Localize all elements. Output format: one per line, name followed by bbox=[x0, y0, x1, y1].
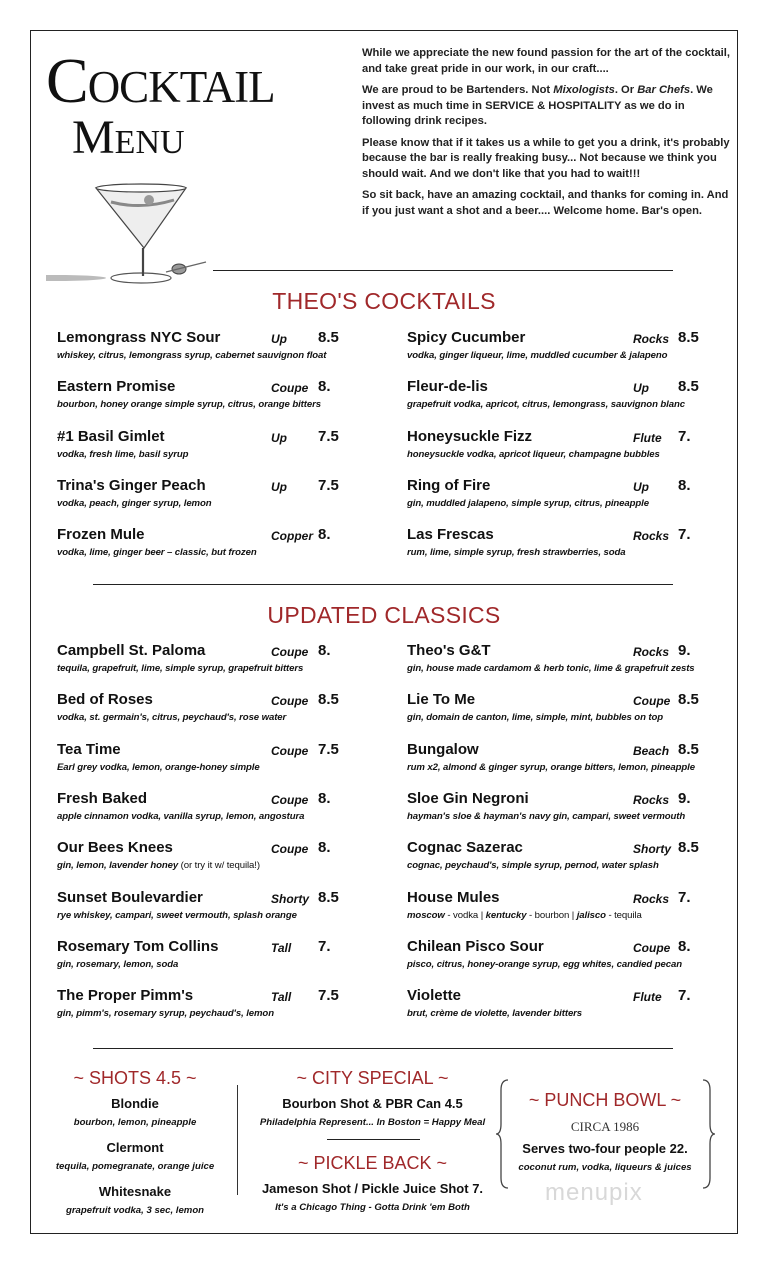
desc-text: Earl grey vodka, lemon, orange-honey simple bbox=[57, 761, 260, 773]
item-name: Honeysuckle Fizz bbox=[407, 427, 533, 445]
city-special-title: ~ CITY SPECIAL ~ bbox=[296, 1068, 449, 1088]
desc-text: rye whiskey, campari, sweet vermouth, splash orange bbox=[57, 909, 297, 921]
item-description bbox=[407, 712, 663, 723]
item-description bbox=[57, 762, 260, 773]
item-description bbox=[407, 547, 626, 558]
intro-paragraph: While we appreciate the new found passion for the art of the cocktail, and take great pride in our work, in our craft.... bbox=[362, 47, 731, 75]
item-name: Eastern Promise bbox=[57, 378, 176, 396]
desc-text: brut, crème de violette, lavender bitters bbox=[407, 1008, 583, 1020]
menu-item bbox=[57, 790, 377, 830]
item-name: Fleur-de-lis bbox=[407, 378, 488, 396]
section-title-theos-cocktails: THEO'S COCKTAILS bbox=[272, 288, 496, 314]
desc-note: - tequila bbox=[605, 909, 642, 921]
intro-text-span: . We invest as much time in SERVICE & HOSPITALITY as we do in following drink recipes. bbox=[362, 84, 713, 127]
item-price: 8. bbox=[318, 839, 331, 857]
item-price: 8. bbox=[678, 476, 691, 494]
desc-text: gin, muddled jalapeno, simple syrup, citrus, pineapple bbox=[407, 497, 649, 509]
item-glass: Up bbox=[271, 332, 287, 346]
item-price: 7. bbox=[678, 987, 691, 1005]
desc-text: whiskey, citrus, lemongrass syrup, cabernet sauvignon float bbox=[57, 350, 327, 361]
shots-title: ~ SHOTS 4.5 ~ bbox=[73, 1068, 197, 1088]
item-glass: Coupe bbox=[633, 940, 671, 955]
item-description bbox=[407, 399, 685, 410]
menu-item bbox=[407, 987, 727, 1027]
item-description bbox=[407, 350, 667, 361]
menu-item bbox=[57, 839, 377, 879]
item-price: 8.5 bbox=[318, 888, 339, 906]
item-description bbox=[57, 1008, 274, 1019]
item-glass: Beach bbox=[633, 743, 670, 758]
item-glass: Up bbox=[633, 479, 649, 494]
item-name: Bungalow bbox=[407, 740, 479, 758]
item-price: 8. bbox=[318, 378, 331, 396]
shot-desc: bourbon, lemon, pineapple bbox=[73, 1117, 197, 1128]
intro-text bbox=[362, 46, 734, 225]
item-description bbox=[57, 712, 286, 723]
item-name: Lemongrass NYC Sour bbox=[57, 329, 221, 346]
item-glass: Tall bbox=[271, 940, 292, 955]
desc-note: - bourbon | bbox=[526, 909, 577, 921]
item-description bbox=[407, 811, 685, 822]
intro-text-span: Mixologists bbox=[553, 84, 615, 96]
menu-item bbox=[57, 329, 377, 369]
city-special-name: Bourbon Shot & PBR Can 4.5 bbox=[282, 1096, 463, 1111]
desc-text: gin, house made cardamom & herb tonic, lime & grapefruit zests bbox=[407, 663, 695, 674]
item-description bbox=[57, 399, 321, 410]
item-name: Lie To Me bbox=[407, 691, 476, 709]
item-price: 8. bbox=[318, 526, 331, 544]
punch-bowl-subtitle: CIRCA 1986 bbox=[570, 1119, 640, 1134]
item-name: Chilean Pisco Sour bbox=[407, 937, 544, 955]
item-name: Sunset Boulevardier bbox=[57, 888, 203, 906]
menu-item bbox=[407, 378, 727, 418]
item-glass: Rocks bbox=[633, 891, 670, 906]
item-name: House Mules bbox=[407, 888, 500, 906]
desc-text: hayman's sloe & hayman's navy gin, campari, sweet vermouth bbox=[407, 810, 686, 822]
divider bbox=[327, 1139, 420, 1140]
desc-text: bourbon, honey orange simple syrup, citrus, orange bitters bbox=[57, 399, 321, 411]
item-name: Las Frescas bbox=[407, 526, 494, 544]
intro-text-span: Bar Chefs bbox=[637, 84, 691, 96]
item-price: 9. bbox=[678, 789, 691, 807]
item-description bbox=[407, 959, 682, 970]
item-glass: Shorty bbox=[633, 842, 672, 857]
item-name: #1 Basil Gimlet bbox=[57, 427, 165, 445]
shot-desc: grapefruit vodka, 3 sec, lemon bbox=[65, 1205, 205, 1216]
menu-item bbox=[57, 378, 377, 418]
item-price: 8.5 bbox=[678, 839, 699, 857]
item-price: 7.5 bbox=[318, 740, 339, 758]
menu-item bbox=[57, 741, 377, 781]
item-name: Cognac Sazerac bbox=[407, 839, 523, 857]
item-description bbox=[57, 547, 257, 558]
item-name: Fresh Baked bbox=[57, 789, 148, 807]
item-price: 8. bbox=[318, 642, 331, 659]
desc-note: - vodka | bbox=[444, 909, 486, 921]
divider bbox=[93, 1048, 673, 1049]
item-glass: Shorty bbox=[271, 891, 310, 906]
item-description bbox=[57, 663, 303, 674]
menu-item bbox=[407, 889, 727, 929]
item-description bbox=[57, 860, 260, 871]
item-description bbox=[57, 811, 304, 822]
item-price: 7. bbox=[318, 937, 331, 955]
item-price: 8.5 bbox=[678, 691, 699, 709]
item-price: 8.5 bbox=[678, 740, 699, 758]
item-glass: Up bbox=[633, 381, 649, 396]
item-name: The Proper Pimm's bbox=[57, 987, 194, 1005]
shot-name: Clermont bbox=[106, 1140, 164, 1155]
desc-text: moscow bbox=[407, 909, 445, 921]
item-price: 7. bbox=[678, 427, 691, 445]
menu-title: Cocktail bbox=[46, 45, 275, 116]
item-name: Frozen Mule bbox=[57, 526, 145, 544]
divider-vertical bbox=[237, 1085, 238, 1195]
desc-text: gin, pimm's, rosemary syrup, peychaud's, lemon bbox=[57, 1008, 274, 1020]
item-glass: Coupe bbox=[633, 694, 671, 709]
item-price: 8.5 bbox=[318, 691, 339, 709]
desc-text: honeysuckle vodka, apricot liqueur, champagne bubbles bbox=[407, 448, 660, 460]
menu-item bbox=[57, 987, 377, 1027]
desc-text: vodka, fresh lime, basil syrup bbox=[57, 448, 189, 460]
item-name: Sloe Gin Negroni bbox=[407, 789, 529, 807]
item-glass: Rocks bbox=[633, 332, 670, 346]
item-description bbox=[407, 663, 695, 674]
desc-text: gin, rosemary, lemon, soda bbox=[57, 958, 179, 970]
menu-item bbox=[407, 526, 727, 566]
item-description bbox=[407, 449, 660, 460]
item-glass: Coupe bbox=[271, 842, 309, 857]
shot-name: Blondie bbox=[111, 1096, 159, 1111]
item-name: Spicy Cucumber bbox=[407, 329, 526, 346]
menu-item bbox=[57, 642, 377, 682]
menu-item bbox=[57, 938, 377, 978]
desc-text: jalisco bbox=[576, 909, 606, 921]
menu-item bbox=[407, 938, 727, 978]
item-price: 8. bbox=[678, 937, 691, 955]
pickle-back-name: Jameson Shot / Pickle Juice Shot 7. bbox=[261, 1181, 484, 1196]
shot-desc: tequila, pomegranate, orange juice bbox=[55, 1161, 215, 1172]
item-name: Trina's Ginger Peach bbox=[57, 476, 206, 494]
intro-paragraph: Please know that if it takes us a while to get you a drink, it's probably because the bar is really freaking busy... Not because we think you should wait. And we don't like that you had to wait!!! bbox=[362, 136, 730, 180]
menu-item bbox=[407, 642, 727, 682]
item-name: Ring of Fire bbox=[407, 476, 491, 494]
item-name: Tea Time bbox=[57, 740, 121, 758]
menu-item bbox=[407, 839, 727, 879]
item-description bbox=[57, 959, 178, 970]
desc-text: gin, lemon, lavender honey bbox=[57, 860, 179, 872]
punch-bowl-desc: coconut rum, vodka, liqueurs & juices bbox=[518, 1162, 692, 1173]
item-price: 8.5 bbox=[678, 378, 699, 396]
intro-paragraph bbox=[362, 83, 734, 130]
shot-name: Whitesnake bbox=[98, 1184, 172, 1199]
menu-item bbox=[57, 428, 377, 468]
city-special-desc: Philadelphia Represent... In Boston = Happy Meal bbox=[259, 1117, 486, 1128]
pickle-back-desc: It's a Chicago Thing - Gotta Drink 'em Both bbox=[275, 1202, 470, 1213]
item-glass: Rocks bbox=[633, 792, 670, 807]
desc-text: apple cinnamon vodka, vanilla syrup, lemon, angostura bbox=[57, 810, 305, 822]
intro-text-span: . Or bbox=[614, 84, 638, 96]
item-price: 7. bbox=[678, 526, 691, 544]
item-description bbox=[57, 449, 188, 460]
menu-item bbox=[57, 477, 377, 517]
item-price: 8.5 bbox=[678, 329, 699, 346]
menu-subtitle: Menu bbox=[72, 111, 185, 164]
item-description bbox=[407, 860, 659, 871]
menu-item bbox=[57, 691, 377, 731]
item-glass: Up bbox=[271, 479, 287, 494]
item-name: Our Bees Knees bbox=[57, 839, 173, 857]
item-description bbox=[407, 1008, 582, 1019]
martini-glass-icon bbox=[46, 180, 216, 290]
item-price: 7.5 bbox=[318, 987, 339, 1005]
menu-item bbox=[407, 691, 727, 731]
punch-bowl-name: Serves two-four people 22. bbox=[522, 1141, 688, 1156]
item-description bbox=[407, 498, 649, 509]
desc-text: vodka, lime, ginger beer – classic, but frozen bbox=[57, 547, 257, 559]
item-glass: Coupe bbox=[271, 381, 309, 396]
item-name: Campbell St. Paloma bbox=[57, 642, 206, 659]
item-name: Bed of Roses bbox=[57, 691, 153, 709]
desc-text: gin, domain de canton, lime, simple, mint, bubbles on top bbox=[407, 712, 664, 724]
item-glass: Coupe bbox=[271, 645, 309, 659]
item-price: 7.5 bbox=[318, 427, 339, 445]
menu-item bbox=[407, 741, 727, 781]
item-glass: Coupe bbox=[271, 743, 309, 758]
watermark-logo: menupix bbox=[545, 1179, 643, 1206]
desc-note: (or try it w/ tequila!) bbox=[178, 860, 260, 872]
item-glass: Copper bbox=[271, 529, 313, 544]
item-price: 7.5 bbox=[318, 476, 339, 494]
item-name: Theo's G&T bbox=[407, 642, 491, 659]
intro-text-span: We are proud to be Bartenders. Not bbox=[362, 84, 554, 96]
menu-item bbox=[407, 790, 727, 830]
menu-item bbox=[57, 889, 377, 929]
desc-text: grapefruit vodka, apricot, citrus, lemongrass, sauvignon blanc bbox=[407, 399, 685, 411]
intro-paragraph: So sit back, have an amazing cocktail, and thanks for coming in. And if you just want a shot and a beer.... Welcome home. Bar's open. bbox=[362, 189, 729, 217]
item-price: 9. bbox=[678, 642, 691, 659]
item-glass: Rocks bbox=[633, 529, 670, 544]
item-glass: Up bbox=[271, 430, 287, 445]
item-glass: Coupe bbox=[271, 694, 309, 709]
item-glass: Flute bbox=[633, 430, 662, 445]
item-description bbox=[57, 498, 212, 509]
item-description bbox=[407, 910, 642, 921]
desc-text: rum, lime, simple syrup, fresh strawberries, soda bbox=[407, 547, 626, 559]
menu-item bbox=[407, 329, 727, 369]
section-title-updated-classics: UPDATED CLASSICS bbox=[267, 602, 501, 628]
item-description bbox=[57, 910, 297, 921]
menu-item bbox=[57, 526, 377, 566]
menu-item bbox=[407, 477, 727, 517]
desc-text: vodka, peach, ginger syrup, lemon bbox=[57, 497, 212, 509]
pickle-back-title: ~ PICKLE BACK ~ bbox=[297, 1153, 448, 1173]
item-glass: Rocks bbox=[633, 645, 670, 659]
divider bbox=[93, 584, 673, 585]
item-glass: Tall bbox=[271, 990, 292, 1005]
desc-text: vodka, st. germain's, citrus, peychaud's, rose water bbox=[57, 712, 287, 724]
desc-text: pisco, citrus, honey-orange syrup, egg whites, candied pecan bbox=[407, 958, 682, 970]
item-description bbox=[57, 350, 326, 361]
item-price: 7. bbox=[678, 888, 691, 906]
item-glass: Coupe bbox=[271, 792, 309, 807]
item-name: Violette bbox=[407, 987, 461, 1005]
item-description bbox=[407, 762, 695, 773]
desc-text: tequila, grapefruit, lime, simple syrup, grapefruit bitters bbox=[57, 663, 304, 674]
item-price: 8. bbox=[318, 789, 331, 807]
item-glass: Flute bbox=[633, 990, 662, 1005]
punch-bowl-title: ~ PUNCH BOWL ~ bbox=[528, 1090, 682, 1110]
desc-text: cognac, peychaud's, simple syrup, pernod, water splash bbox=[407, 860, 659, 872]
item-price: 8.5 bbox=[318, 329, 339, 346]
item-name: Rosemary Tom Collins bbox=[57, 937, 219, 955]
desc-text: kentucky bbox=[485, 909, 527, 921]
desc-text: vodka, ginger liqueur, lime, muddled cucumber & jalapeno bbox=[407, 350, 668, 361]
divider bbox=[213, 270, 673, 271]
desc-text: rum x2, almond & ginger syrup, orange bitters, lemon, pineapple bbox=[407, 761, 695, 773]
menu-item bbox=[407, 428, 727, 468]
